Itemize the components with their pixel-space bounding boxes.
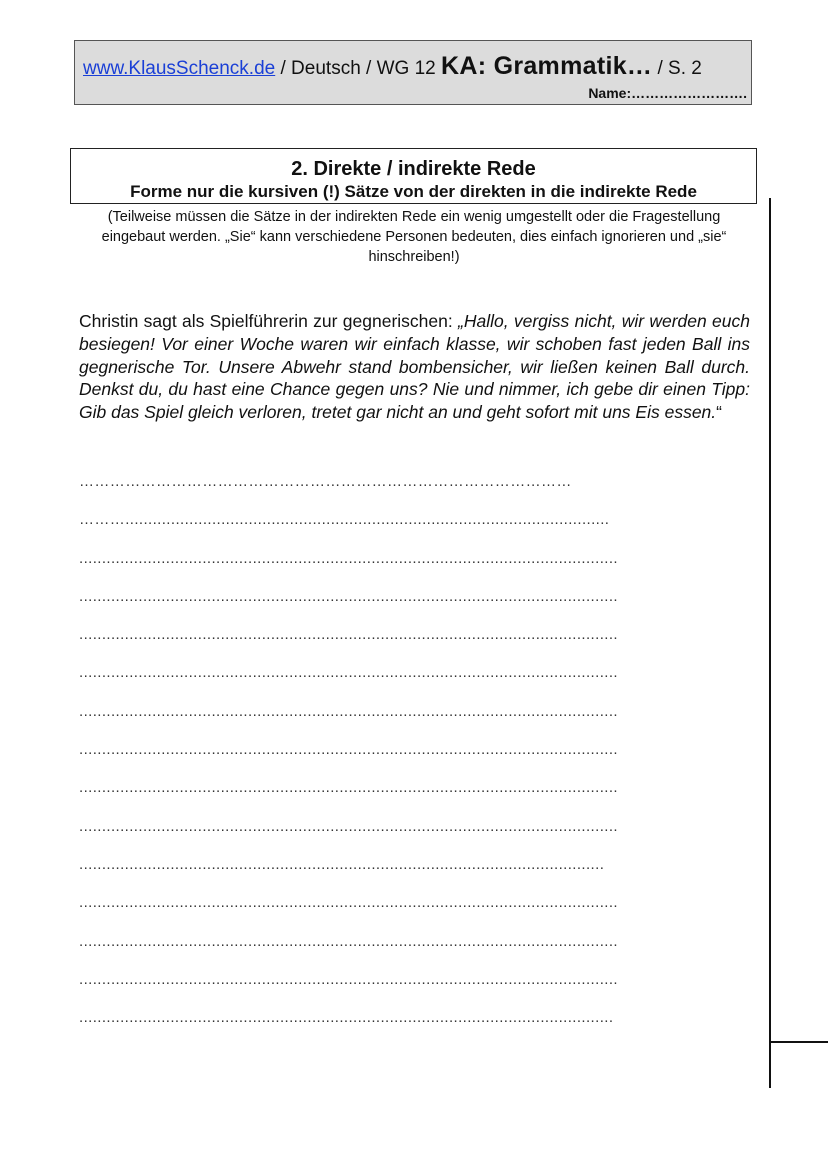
task-instruction: Forme nur die kursiven (!) Sätze von der direkten in die indirekte Rede <box>130 182 697 201</box>
answer-line[interactable]: ..................................................................................................................... <box>79 1009 614 1027</box>
answer-line[interactable]: ...................................................................................................................... <box>79 702 618 720</box>
page-header <box>74 40 752 105</box>
answer-line[interactable]: ...................................................................................................................... <box>79 664 618 682</box>
answer-line[interactable]: ...................................................................................................................... <box>79 779 618 797</box>
answer-line[interactable]: ...................................................................................................................... <box>79 970 618 988</box>
passage-quote: „Hallo, vergiss nicht, wir werden euch besiegen! Vor einer Woche waren wir einfach klasse, wir schoben fast jeden Ball ins gegnerische Tor. Unsere Abwehr stand bombensicher, wir ließen keinen Ball durch. Denkst du, du hast eine Chance gegen uns? Nie und nimmer, ich gebe dir einen Tipp: Gib das Spiel gleich verloren, tretet gar nicht an und geht sofort mit uns Eis essen. <box>79 311 750 423</box>
header-line <box>83 53 702 82</box>
answer-line[interactable]: ...................................................................................................................... <box>79 549 618 567</box>
header-path: / Deutsch / WG 12 <box>275 58 441 79</box>
answer-line[interactable]: ...................................................................................................................... <box>79 932 618 950</box>
answer-line[interactable]: ...................................................................................................................... <box>79 587 618 605</box>
answer-line[interactable]: ...................................................................................................................... <box>79 817 618 835</box>
site-link[interactable]: www.KlausSchenck.de <box>83 58 276 79</box>
passage-intro: Christin sagt als Spielführerin zur gegnerischen: <box>79 311 459 331</box>
answer-line[interactable]: ................................................................................................................... <box>79 855 605 873</box>
answer-line[interactable]: ...................................................................................................................... <box>79 626 618 644</box>
task-note: (Teilweise müssen die Sätze in der indirekten Rede ein wenig umgestellt oder die Fragestellung eingebaut werden. „Sie“ kann verschiedene Personen bedeuten, dies einfach ignorieren und „sie“ hinschreiben!) <box>101 209 727 265</box>
name-label: Name:……………………. <box>588 85 747 101</box>
answer-line[interactable]: ……….......................................................................................................... <box>79 511 610 529</box>
task-title: 2. Direkte / indirekte Rede <box>291 158 536 180</box>
margin-vertical-line <box>769 198 771 1088</box>
passage-closing: “ <box>716 402 722 423</box>
answer-lines <box>79 470 618 1044</box>
answer-line[interactable]: ...................................................................................................................... <box>79 894 618 912</box>
answer-line[interactable]: ...................................................................................................................... <box>79 741 618 759</box>
header-page: / S. 2 <box>652 58 702 79</box>
header-title: KA: Grammatik… <box>441 52 653 80</box>
answer-line[interactable]: …………………………………………………………………………………… <box>79 473 572 490</box>
task-box <box>70 148 757 204</box>
passage-text <box>79 310 750 424</box>
margin-horizontal-line <box>769 1041 828 1043</box>
